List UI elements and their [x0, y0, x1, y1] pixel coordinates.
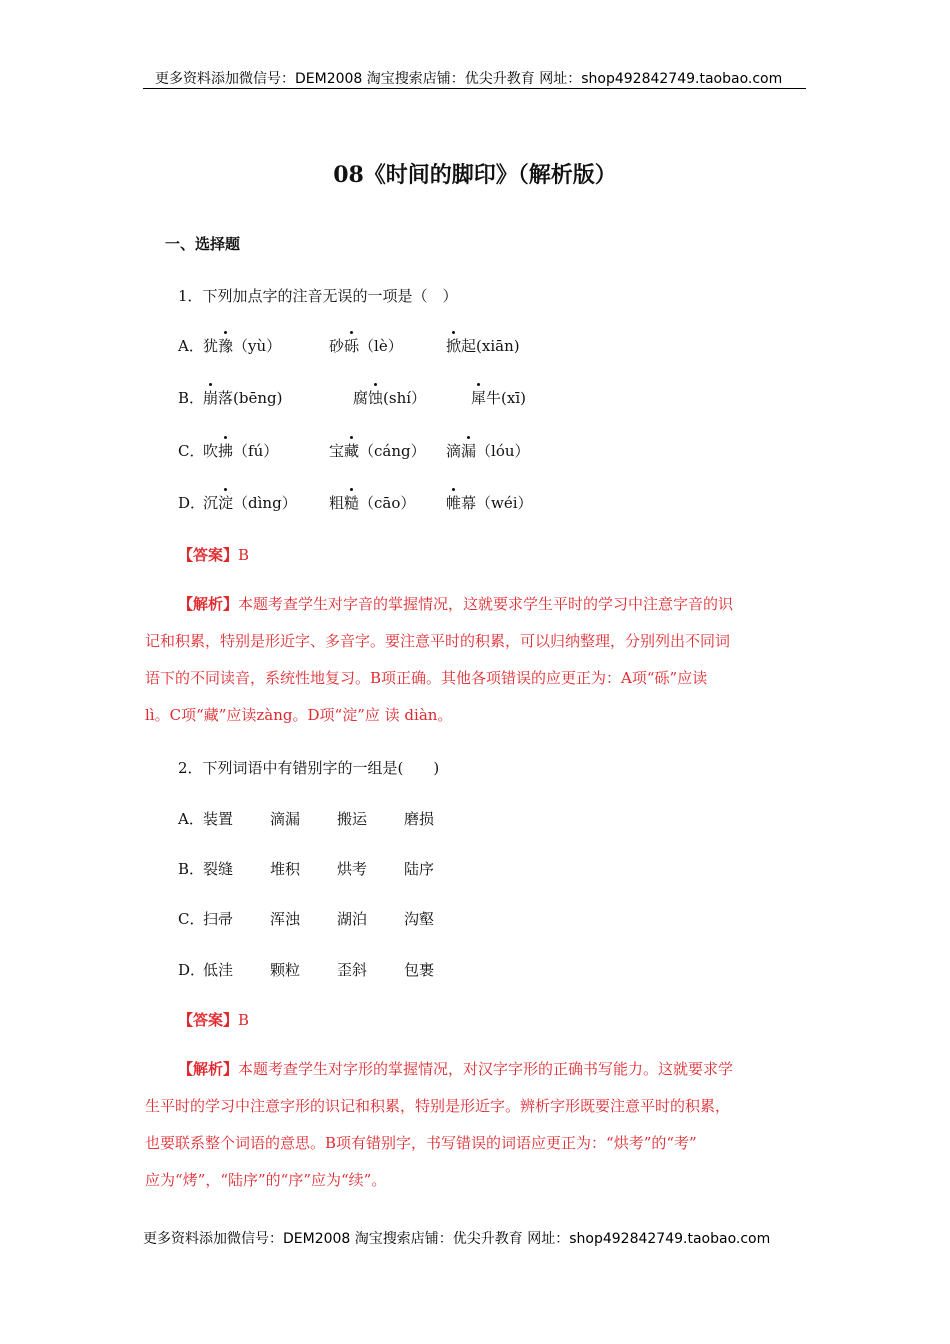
- q1-option-word: [203, 387, 282, 408]
- q2-analysis-line: 【解析】本题考查学生对字形的掌握情况，对汉字字形的正确书写能力。这就要求学: [178, 1060, 734, 1078]
- dotted-character: 淀: [218, 494, 234, 512]
- q1-option-word: [203, 335, 281, 356]
- word-part-pre: 腐: [353, 389, 369, 407]
- q2-option-label: C．: [178, 910, 205, 928]
- q2-option-word: 搬运: [337, 810, 368, 828]
- document-title: 08《时间的脚印》（解析版）: [333, 162, 617, 188]
- q1-option-word: [446, 440, 530, 461]
- word-part-pinyin: (shí）: [383, 389, 427, 407]
- word-part-pre: 砂: [329, 337, 345, 355]
- header-rule: [143, 88, 806, 89]
- q2-analysis-line: 应为“烤”，“陆序”的“序”应为“续”。: [145, 1171, 387, 1189]
- q1-option-word: [446, 335, 520, 356]
- dotted-character: 糙: [344, 494, 360, 512]
- q1-option-word: [353, 387, 426, 408]
- q1-option-word: [329, 492, 415, 513]
- word-part-pinyin: （yù）: [233, 337, 282, 355]
- word-part-pinyin: （dìng）: [233, 494, 297, 512]
- q1-option-word: [329, 440, 426, 461]
- dotted-character: 砾: [344, 337, 360, 355]
- q2-option-word: 湖泊: [337, 910, 368, 928]
- word-part-pinyin: (xiān): [476, 337, 520, 355]
- q2-option-word: 装置: [203, 810, 234, 828]
- dotted-character: 帷: [446, 494, 462, 512]
- q2-analysis-tag: 【解析】: [178, 1060, 239, 1078]
- q2-option-word: 磨损: [404, 810, 435, 828]
- q1-option-word: [471, 387, 526, 408]
- word-part-pinyin: （lè）: [359, 337, 403, 355]
- page-footer: 更多资料添加微信号：DEM2008 淘宝搜索店铺：优尖升教育 网址：shop492842749.taobao.com: [143, 1231, 771, 1247]
- word-part-pre: 粗: [329, 494, 345, 512]
- section-heading: 一、选择题: [165, 235, 241, 253]
- dotted-character: 犀: [471, 389, 487, 407]
- q1-analysis-tag: 【解析】: [178, 595, 239, 613]
- q1-analysis: [145, 586, 805, 734]
- q1-option-word: [329, 335, 403, 356]
- q2-option-label: B．: [178, 860, 205, 878]
- dotted-character: 漏: [461, 442, 477, 460]
- q1-option-label: D．: [178, 494, 206, 512]
- q1-stem: 1．下列加点字的注音无误的一项是（ ）: [178, 287, 458, 305]
- word-part-pinyin: (bēng): [233, 389, 283, 407]
- q1-analysis-line: lì。C项“藏”应读zàng。D项“淀”应 读 diàn。: [145, 706, 453, 724]
- word-part-pinyin: (xī): [501, 389, 526, 407]
- q1-option-label: B．: [178, 389, 205, 407]
- dotted-character: 豫: [218, 337, 234, 355]
- q1-answer-tag: 【答案】: [178, 546, 239, 564]
- q2-option-label: D．: [178, 961, 206, 979]
- word-part-pinyin: （cāo）: [359, 494, 416, 512]
- q1-option-word: [446, 492, 533, 513]
- dotted-character: 掀: [446, 337, 462, 355]
- q2-option-word: 歪斜: [337, 961, 368, 979]
- q1-option-label: C．: [178, 442, 205, 460]
- word-part-post: 落: [218, 389, 234, 407]
- word-part-pre: 宝: [329, 442, 345, 460]
- q2-option-word: 低洼: [203, 961, 234, 979]
- q2-option-word: 陆序: [404, 860, 435, 878]
- word-part-pinyin: （lóu）: [476, 442, 530, 460]
- q2-option-word: 包裹: [404, 961, 435, 979]
- word-part-post: 牛: [486, 389, 502, 407]
- q2-option-word: 裂缝: [203, 860, 234, 878]
- q1-option-label: A．: [178, 337, 204, 355]
- dotted-character: 藏: [344, 442, 360, 460]
- q2-option-word: 滴漏: [270, 810, 301, 828]
- dotted-character: 蚀: [368, 389, 384, 407]
- q2-option-word: 堆积: [270, 860, 301, 878]
- word-part-pre: 犹: [203, 337, 219, 355]
- q2-option-word: 扫帚: [203, 910, 234, 928]
- q1-analysis-line: 语下的不同读音，系统性地复习。B项正确。其他各项错误的应更正为：A项“砾”应读: [145, 669, 708, 687]
- q2-option-word: 颗粒: [270, 961, 301, 979]
- q1-analysis-line: 记和积累，特别是形近字、多音字。要注意平时的积累，可以归纳整理，分别列出不同词: [145, 632, 731, 650]
- page-header: 更多资料添加微信号：DEM2008 淘宝搜索店铺：优尖升教育 网址：shop492842749.taobao.com: [155, 71, 783, 87]
- q1-option-word: [203, 492, 297, 513]
- q2-option-word: 烘考: [337, 860, 368, 878]
- q2-analysis: [145, 1051, 805, 1199]
- q2-option-word: 沟壑: [404, 910, 435, 928]
- word-part-pinyin: （cáng）: [359, 442, 426, 460]
- word-part-post: 幕: [461, 494, 477, 512]
- q2-option-word: 浑浊: [270, 910, 301, 928]
- q2-answer-tag: 【答案】: [178, 1011, 239, 1029]
- word-part-pre: 沉: [203, 494, 219, 512]
- word-part-pre: 滴: [446, 442, 462, 460]
- q2-analysis-line: 生平时的学习中注意字形的识记和积累，特别是形近字。辨析字形既要注意平时的积累，: [145, 1097, 731, 1115]
- q1-answer: [178, 544, 249, 565]
- q2-analysis-line: 也要联系整个词语的意思。B项有错别字，书写错误的词语应更正为：“烘考”的“考”: [145, 1134, 697, 1152]
- word-part-pinyin: （wéi）: [476, 494, 533, 512]
- q2-answer-value: B: [238, 1011, 250, 1029]
- q1-answer-value: B: [238, 546, 250, 564]
- word-part-pinyin: （fú）: [233, 442, 279, 460]
- q2-option-label: A．: [178, 810, 204, 828]
- dotted-character: 拂: [218, 442, 234, 460]
- q1-analysis-line: 【解析】本题考查学生对字音的掌握情况，这就要求学生平时的学习中注意字音的识: [178, 595, 734, 613]
- dotted-character: 崩: [203, 389, 219, 407]
- q1-option-word: [203, 440, 278, 461]
- word-part-pre: 吹: [203, 442, 219, 460]
- q2-stem: 2．下列词语中有错别字的一组是( ): [178, 759, 440, 777]
- word-part-post: 起: [461, 337, 477, 355]
- q2-answer: [178, 1009, 249, 1030]
